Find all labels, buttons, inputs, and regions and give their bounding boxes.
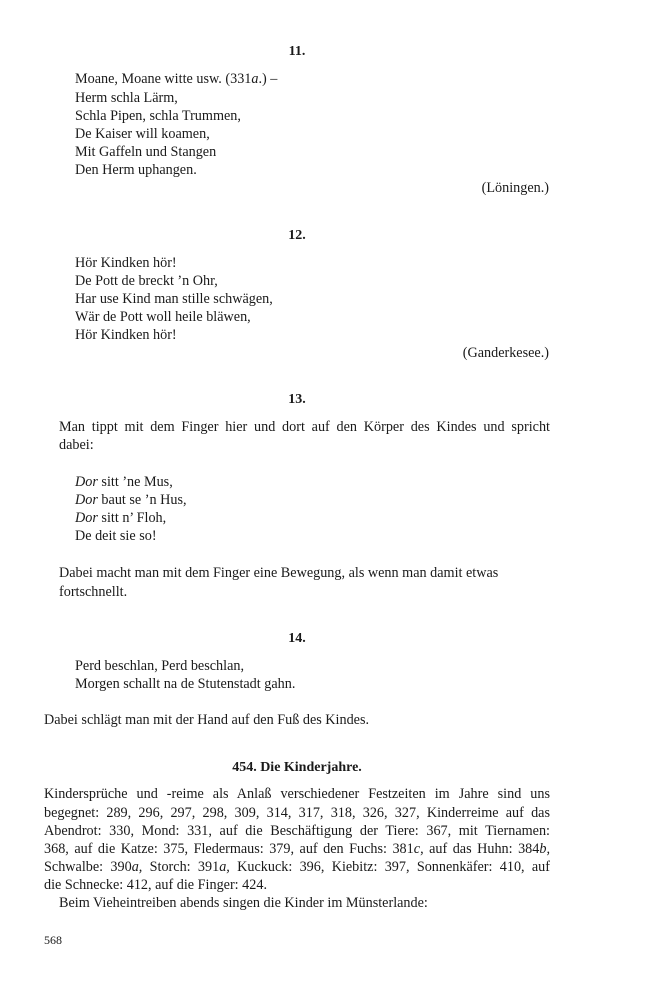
verse-line: De Kaiser will koamen, (75, 126, 210, 142)
prose-line: Schwalbe: 390a, Storch: 391a, Kuckuck: 396, Kiebitz: 397, Sonnenkäfer: 410, auf (44, 859, 550, 875)
verse-line: De deit sie so! (75, 528, 157, 544)
verse-line: Den Herm uphangen. (75, 162, 197, 178)
source-location: (Löningen.) (481, 180, 549, 196)
verse-line: Hör Kindken hör! (75, 255, 177, 271)
section-12-number: 12. (288, 228, 306, 243)
verse-line: De Pott de breckt ’n Ohr, (75, 273, 218, 289)
verse-line: Hör Kindken hör! (75, 327, 177, 343)
prose-line: dabei: (59, 437, 94, 453)
prose-line: 368, auf die Katze: 375, Fledermaus: 379, auf den Fuchs: 381c, auf das Huhn: 384b, (44, 841, 551, 857)
prose-line: Abendrot: 330, Mond: 331, auf die Beschäftigung der Tiere: 367, mit Tiernamen: (44, 823, 550, 839)
page-number: 568 (44, 933, 62, 947)
verse-line: Dor baut se ’n Hus, (75, 492, 187, 508)
verse-line: Har use Kind man stille schwägen, (75, 291, 273, 307)
verse-line: Herm schla Lärm, (75, 90, 178, 106)
prose-line: Man tippt mit dem Finger hier und dort auf den Körper des Kindes und spricht (59, 419, 550, 435)
verse-line: Mit Gaffeln und Stangen (75, 144, 217, 160)
prose-line: die Schnecke: 412, auf die Finger: 424. (44, 877, 268, 893)
verse-line: Perd beschlan, Perd beschlan, (75, 658, 245, 674)
section-11-number: 11. (288, 44, 306, 59)
verse-line: Dor sitt ’ne Mus, (75, 474, 173, 490)
prose-line: fortschnellt. (59, 584, 128, 600)
verse-line: Morgen schallt na de Stutenstadt gahn. (75, 676, 296, 692)
section-13-number: 13. (288, 392, 306, 407)
prose-line: Kindersprüche und -reime als Anlaß verschiedener Festzeiten im Jahre sind uns (44, 786, 550, 802)
section-14-number: 14. (288, 631, 306, 646)
prose-line: Dabei schlägt man mit der Hand auf den Fuß des Kindes. (44, 712, 370, 728)
verse-line: Wär de Pott woll heile bläwen, (75, 309, 251, 325)
prose-line: begegnet: 289, 296, 297, 298, 309, 314, 317, 318, 326, 327, Kinderreime auf das (44, 805, 550, 821)
verse-line: Schla Pipen, schla Trummen, (75, 108, 241, 124)
prose-line: Beim Vieheintreiben abends singen die Kinder im Münsterlande: (59, 895, 428, 911)
chapter-heading: 454. Die Kinderjahre. (232, 760, 362, 775)
verse-line: Dor sitt n’ Floh, (75, 510, 167, 526)
verse-line: Moane, Moane witte usw. (331a.) – (75, 71, 278, 87)
prose-line: Dabei macht man mit dem Finger eine Bewegung, als wenn man damit etwas (59, 565, 499, 581)
source-location: (Ganderkesee.) (462, 345, 549, 361)
